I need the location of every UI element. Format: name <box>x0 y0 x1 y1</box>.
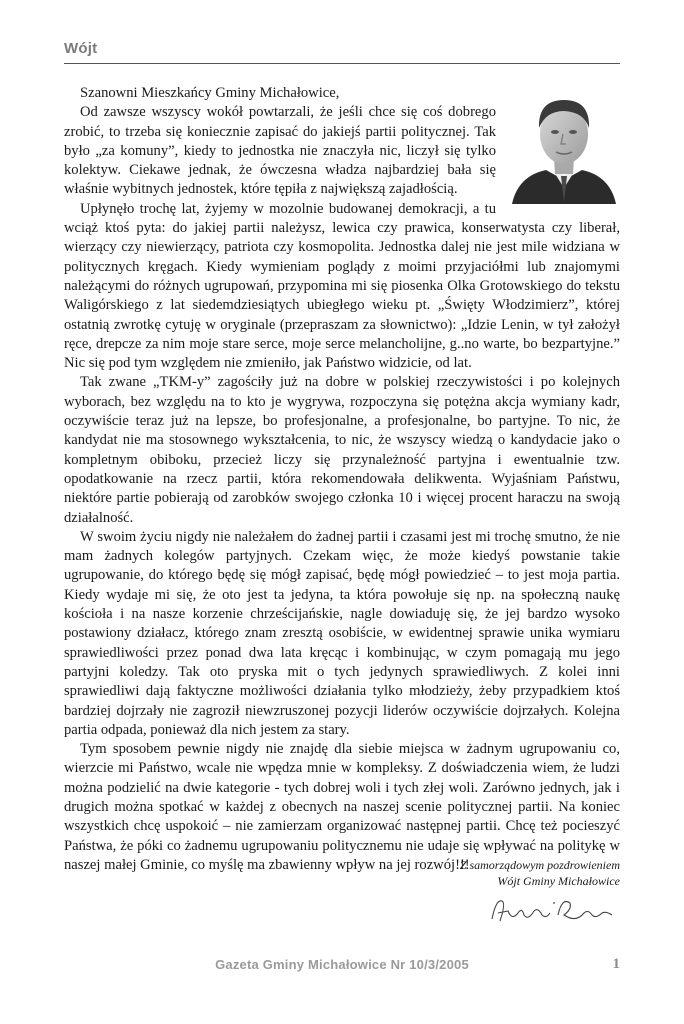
paragraph: Tak zwane „TKM-y” zagościły już na dobre w polskiej rzeczywistości i po kolejnych wyborach, bez względu na to kto je wygrywa, rozpoczyna się potężna akcja wymiany kadr, oczywiście teraz już na lepsze, bo profesjonalne, a profesjonalne, bo partyjne. To nic, że kandydat nie ma stosownego wykształcenia, to nic, że wszyscy wiedzą o kandydacie jako o kompletnym obiboku, przecież liczy się przynależność partyjna i ewentualnie tzw. opodatkowanie na rzecz partii, która rekomendowała delikwenta. Wyjaśniam Państwu, niektóre partie pobierają od zarobków swojego członka 10 i więcej procent haraczu na swoją działalność. <box>64 374 620 526</box>
paragraph: Tym sposobem pewnie nigdy nie znajdę dla siebie miejsca w żadnym ugrupowaniu co, wierzcie mi Państwo, wcale nie wpędza mnie w kompleksy. Z doświadczenia wiem, że ludzi można podzielić na dwie kategorie - tych dobrej woli i tych złej woli. Zarówno jednych, jak i drugich można spotkać w każdej z obecnych na naszej scenie politycznej partii. Na koniec wszystkich chcę uspokoić – nie zamierzam organizować następnej partii. Chcę też pocieszyć Państwa, że póki co żadnemu ugrupowaniu politycznemu nie udaje się wpływać na politykę w naszej małej Gminie, co myślę ma zbawienny wpływ na jej rozwój!!! <box>64 741 620 873</box>
author-portrait-photo <box>508 84 620 204</box>
page-header <box>64 40 620 64</box>
portrait-image <box>508 84 620 204</box>
salutation: Szanowni Mieszkańcy Gminy Michałowice, <box>80 85 340 101</box>
handwritten-signature <box>488 893 618 934</box>
page-number: 1 <box>612 956 620 972</box>
header-rule <box>64 63 620 64</box>
paragraph: Od zawsze wszyscy wokół powtarzali, że jeśli chce się coś dobrego zrobić, to trzeba się koniecznie zapisać do jakiejś partii politycznej. Tak było „za komuny”, kiedy to jednostka nie znaczyła nic, liczył się tylko kolektyw. Ciekawe jednak, że ówczesna władza najbardziej bała się właśnie wybitnych jednostek, które tępiła z największą zajadłością. <box>64 104 496 198</box>
closing-title: Wójt Gminy Michałowice <box>497 874 620 888</box>
publication-footer: Gazeta Gminy Michałowice Nr 10/3/2005 <box>215 957 469 972</box>
section-title: Wójt <box>64 40 98 57</box>
closing-block <box>460 857 620 889</box>
paragraph: W swoim życiu nigdy nie należałem do żadnej partii i czasami jest mi trochę smutno, że nie mam żadnych kolegów partyjnych. Czekam więc, że może kiedyś powstanie takie ugrupowanie, do którego będę się mógł zapisać, będę mógł powiedzieć – to jest moja partia. Kiedy wydaje mi się, że oto jest ta jedyna, ta która powołuje się np. na społeczną naukę kościoła i na nasze korzenie chrześcijańskie, nagle dowiaduję się, że jej bardzo wysoko postawiony działacz, którego znam zresztą osobiście, w ewidentnej sprawie unika wymiaru sprawiedliwości przez ponad dwa lata kręcąc i kombinując, w czym pomagają mu jego partyjni koledzy. Tak oto pryska mit o tych jedynych sprawiedliwych. Z kolei inni sprawiedliwi dają faktyczne możliwości działania tylko młodzieży, żeby przypadkiem ktoś bardziej dojrzały nie zagroził niewzruszonej pozycji liderów oczywiście dojrzałych. Kolejna partia odpada, ponieważ dla nich jestem za stary. <box>64 528 620 738</box>
letter-body <box>64 84 620 875</box>
paragraph: Upłynęło trochę lat, żyjemy w mozolnie budowanej demokracji, a tu wciąż ktoś pyta: do jakiej partii należysz, lewica czy prawica, konserwatysta czy liberał, wierzący czy niewierzący, patriota czy kosmopolita. Jednostka dalej nie jest mile widziana w politycznych kręgach. Kiedy wymieniam poglądy z moimi przyjaciółmi lub znajomymi należącymi do różnych ugrupowań, przypomina mi się piosenka Olka Grotowskiego do tekstu Waligórskiego z lat siedemdziesiątych ubiegłego wieku pt. „Święty Włodzimierz”, której ostatnią zwrotkę cytuję w oryginale (przepraszam za słownictwo): „Idzie Lenin, w tył założył ręce, drepcze za nim moje stare serce, moje serce melancholijne, g..no warte, bo bezpartyjne.” Nic się pod tym względem nie zmieniło, jak Państwo widzicie, od lat. <box>64 200 620 372</box>
closing-greeting: Z samorządowym pozdrowieniem <box>459 858 620 872</box>
